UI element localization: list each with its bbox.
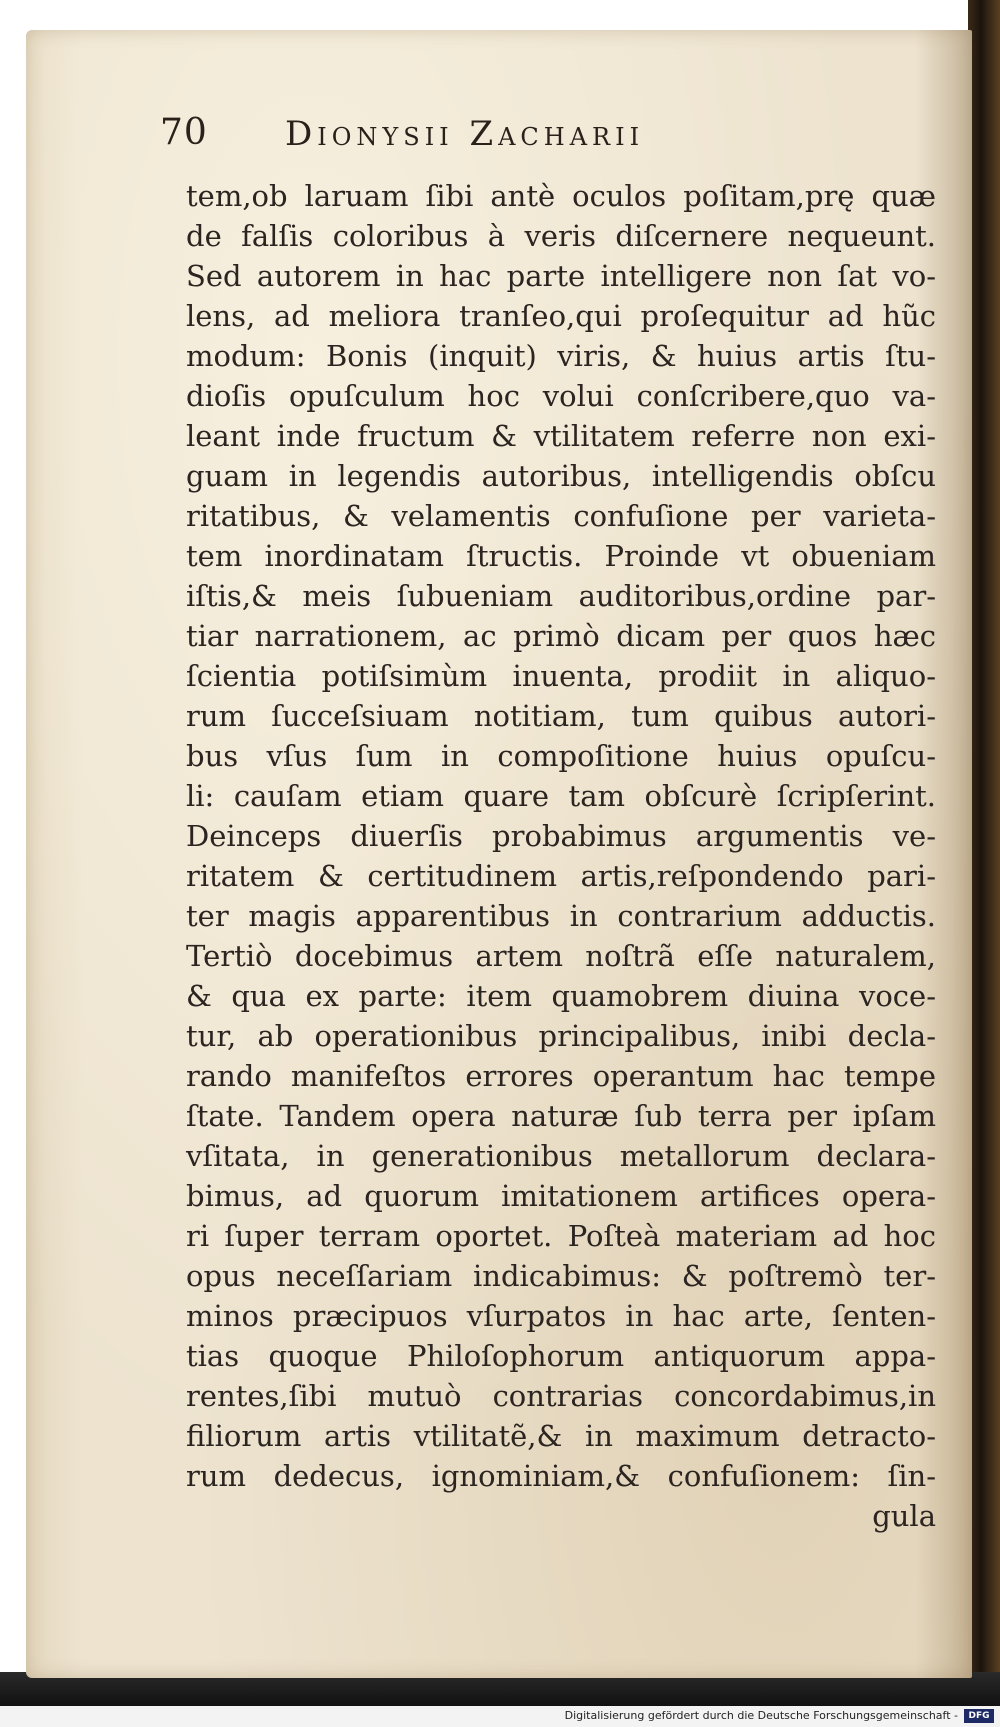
text-line: rum dedecus, ignominiam,& confuſionem: ſin- xyxy=(186,1459,936,1493)
funding-credit: Digitalisierung gefördert durch die Deutsche Forschungsgemeinschaft - xyxy=(564,1709,958,1722)
text-line: tiar narrationem, ac primò dicam per quos hæc xyxy=(186,619,936,653)
page-number: 70 xyxy=(160,112,208,153)
text-line: tur, ab operationibus principalibus, inibi decla- xyxy=(186,1019,936,1053)
text-line: rentes,ſibi mutuò contrarias concordabimus,in xyxy=(186,1379,936,1413)
text-line: tias quoque Philoſophorum antiquorum appa- xyxy=(186,1339,936,1373)
text-line: de falſis coloribus à veris diſcernere nequeunt. xyxy=(186,219,936,253)
text-line: lens, ad meliora tranſeo,qui proſequitur ad hũc xyxy=(186,299,936,333)
text-line: ter magis apparentibus in contrarium adductis. xyxy=(186,899,936,933)
text-line: minos præcipuos vſurpatos in hac arte, ſenten- xyxy=(186,1299,936,1333)
text-line: ritatem & certitudinem artis,reſpondendo pari- xyxy=(186,859,936,893)
text-line: Deinceps diuerſis probabimus argumentis ve- xyxy=(186,819,936,853)
text-line: leant inde fructum & vtilitatem referre non exi- xyxy=(186,419,936,453)
text-line: bus vſus ſum in compoſitione huius opuſcu- xyxy=(186,739,936,773)
text-line: tem,ob laruam ſibi antè oculos poſitam,prę quæ xyxy=(186,179,936,213)
catchword: gula xyxy=(872,1499,936,1533)
text-line: li: cauſam etiam quare tam obſcurè ſcripſerint. xyxy=(186,779,936,813)
text-line: rando manifeſtos errores operantum hac tempe xyxy=(186,1059,936,1093)
text-line: Sed autorem in hac parte intelligere non ſat vo- xyxy=(186,259,936,293)
running-title: Dionysii Zacharii xyxy=(285,114,645,154)
text-line: Tertiò docebimus artem noſtrã eſſe naturalem, xyxy=(186,939,936,973)
running-head xyxy=(160,112,860,162)
text-line: dioſis opuſculum hoc volui conſcribere,quo va- xyxy=(186,379,936,413)
text-line: & qua ex parte: item quamobrem diuina voce- xyxy=(186,979,936,1013)
body-text xyxy=(186,176,936,1536)
text-line: vſitata, in generationibus metallorum declara- xyxy=(186,1139,936,1173)
text-line: opus neceſſariam indicabimus: & poſtremò ter- xyxy=(186,1259,936,1293)
text-line: rum ſucceſsiuam notitiam, tum quibus autori- xyxy=(186,699,936,733)
digitization-footer xyxy=(0,1706,1000,1727)
text-line: ſcientia potiſsimùm inuenta, prodiit in aliquo- xyxy=(186,659,936,693)
text-line: modum: Bonis (inquit) viris, & huius artis ſtu- xyxy=(186,339,936,373)
text-line: ri ſuper terram oportet. Poſteà materiam ad hoc xyxy=(186,1219,936,1253)
dfg-logo-icon: DFG xyxy=(964,1709,994,1723)
text-line: iſtis,& meis ſubueniam auditoribus,ordine par- xyxy=(186,579,936,613)
text-line: filiorum artis vtilitatẽ,& in maximum detracto- xyxy=(186,1419,936,1453)
text-line: ritatibus, & velamentis confuſione per varieta- xyxy=(186,499,936,533)
text-line: bimus, ad quorum imitationem artifices opera- xyxy=(186,1179,936,1213)
book-edge xyxy=(968,0,1000,1706)
text-line: guam in legendis autoribus, intelligendis obſcu xyxy=(186,459,936,493)
text-line: tem inordinatam ſtructis. Proinde vt obueniam xyxy=(186,539,936,573)
text-line: ſtate. Tandem opera naturæ ſub terra per ipſam xyxy=(186,1099,936,1133)
